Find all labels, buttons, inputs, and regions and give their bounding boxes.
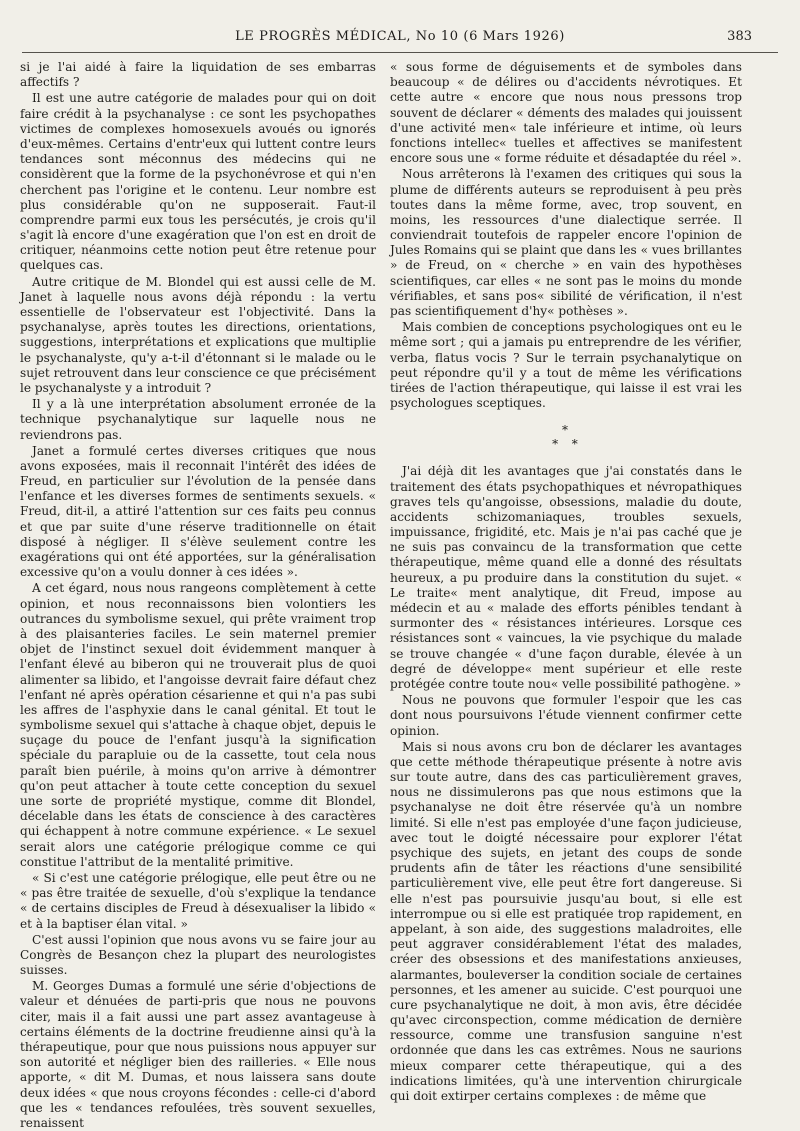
section-separator: * * * <box>552 423 580 452</box>
paragraph: Il est une autre catégorie de malades pour qui on doit faire crédit à la psychanalyse : ce sont les psychopathes victimes de complexes homosexuels avoués ou ignorés d'eux-mêmes. Certains d'entr'eux qui luttent contre leurs tendances sont méconnus des médecins qui ne considèrent que la forme de la psychonévrose et qui n'en cherchent pas l'origine et le contenu. Leur nombre est plus considérable qu'on ne supposerait. Faut-il comprendre parmi eux tous les persécutés, je crois qu'il s'agit là encore d'une exagération que l'on est en droit de critiquer, néanmoins cette notion peut être retenue pour quelques cas. <box>20 91 376 273</box>
paragraph: C'est aussi l'opinion que nous avons vu se faire jour au Congrès de Besançon chez la plupart des neurologistes suisses. <box>20 932 376 978</box>
left-column <box>20 60 376 1130</box>
paragraph: Janet a formulé certes diverses critiques que nous avons exposées, mais il reconnait l'intérêt des idées de Freud, en particulier sur l'évolution de la pensée dans l'enfance et les diverses formes de sentiments sexuels. « Freud, dit-il, a attiré l'attention sur ces faits peu connus et que par suite d'une réserve traditionnelle on était disposé à négliger. Il s'élève seulement contre les exagérations qui ont été apportées, sur la généralisation excessive qu'on a voulu donner à ces idées ». <box>20 443 376 580</box>
paragraph: si je l'ai aidé à faire la liquidation de ses embarras affectifs ? <box>20 60 376 90</box>
paragraph: Nous arrêterons là l'examen des critiques qui sous la plume de différents auteurs se reproduisent à peu près toutes dans la même forme, avec, trop souvent, en moins, les ressources d'une dialectique serrée. Il conviendrait toutefois de rappeler encore l'opinion de Jules Romains qui se plaint que dans les « vues brillantes » de Freud, on « cherche » en vain des hypothèses scientifiques, car elles « ne sont pas le moins du monde vérifiables, et sans pos« sibilité de vérification, il n'est pas scientifiquement d'hy« pothèses ». <box>390 167 742 318</box>
paragraph: Il y a là une interprétation absolument erronée de la technique psychanalytique sur laquelle nous ne reviendrons pas. <box>20 397 376 442</box>
page-number: 383 <box>727 29 752 44</box>
paragraph: Autre critique de M. Blondel qui est aussi celle de M. Janet à laquelle nous avons déjà répondu : la vertu essentielle de l'observateur est l'objectivité. Dans la psychanalyse, après toutes les directions, orientations, suggestions, interprétations et explications que multiplie le psychanalyste, qu'y a-t-il d'étonnant si le malade ou le sujet retrouvent dans leur conscience ce que précisément le psychanalyste y a introduit ? <box>20 274 376 395</box>
paragraph: Nous ne pouvons que formuler l'espoir que les cas dont nous poursuivons l'étude viennent confirmer cette opinion. <box>390 693 742 738</box>
running-title: LE PROGRÈS MÉDICAL, No 10 (6 Mars 1926) <box>235 29 565 44</box>
paragraph: J'ai déjà dit les avantages que j'ai constatés dans le traitement des états psychopathiques et névropathiques graves tels qu'angoisse, obsessions, maladie du doute, accidents schizomaniaques, troubles sexuels, impuissance, frigidité, etc. Mais je n'ai pas caché que je ne suis pas convaincu de la transformation que cette thérapeutique, même quand elle a donné des résultats heureux, a pu produire dans la constitution du sujet. « Le traite« ment analytique, dit Freud, impose au médecin et au « malade des efforts pénibles tendant à surmonter des « résistances intérieures. Lorsque ces résistances sont « vaincues, la vie psychique du malade se trouve changée « d'une façon durable, élevée à un degré de développe« ment supérieur et elle reste protégée contre toute nou« velle possibilité pathogène. » <box>390 464 742 691</box>
running-header <box>20 29 780 49</box>
header-rule <box>22 52 778 53</box>
paragraph: A cet égard, nous nous rangeons complètement à cette opinion, et nous reconnaissons bien volontiers les outrances du symbolisme sexuel, qui prête vraiment trop à des plaisanteries faciles. Le sein maternel premier objet de l'instinct sexuel doit évidemment manquer à l'enfant élevé au biberon qui ne trouverait plus de quoi alimenter sa libido, et l'angoisse devrait faire défaut chez l'enfant né après opération césarienne et qui n'a pas subi les affres de l'asphyxie dans le canal génital. Et tout le symbolisme sexuel qui s'attache à chaque objet, depuis le suçage du pouce de l'enfant jusqu'à la signification spéciale du parapluie ou de la cassette, tout cela nous paraît bien puérile, à moins qu'on arrive à démontrer qu'on peut attacher à toute cette conception du sexuel une sorte de propriété mystique, comme dit Blondel, décelable dans les états de conscience à des caractères qui échappent à notre commune expérience. « Le sexuel serait alors une catégorie prélogique comme ce qui constitue l'attribut de la mentalité primitive. <box>20 581 376 869</box>
paragraph: « sous forme de déguisements et de symboles dans beaucoup « de délires ou d'accidents névrotiques. Et cette autre « encore que nous nous pressons trop souvent de déclarer « déments des malades qui jouissent d'une activité men« tale inférieure et intime, où leurs fonctions intellec« tuelles et affectives se manifestent encore sous une « forme réduite et désadaptée du réel ». <box>390 60 742 166</box>
right-column <box>390 60 742 1103</box>
paragraph: « Si c'est une catégorie prélogique, elle peut être ou ne « pas être traitée de sexuelle, d'où s'explique la tendance « de certains disciples de Freud à désexualiser la libido « et à la baptiser élan vital. » <box>20 870 376 931</box>
paragraph: Mais si nous avons cru bon de déclarer les avantages que cette méthode thérapeutique présente à notre avis sur toute autre, dans des cas particulièrement graves, nous ne dissimulerons pas que nous estimons que la psychanalyse ne doit être réservée qu'à un nombre limité. Si elle n'est pas employée d'une façon judicieuse, avec tout le doigté nécessaire pour explorer l'état psychique des sujets, en jetant des coups de sonde prudents afin de tâter les réactions d'une sensibilité particulièrement vive, elle peut être fort dangereuse. Si elle n'est pas poursuivie jusqu'au bout, si elle est interrompue ou si elle est pratiquée trop rapidement, en appelant, à son aide, des suggestions maladroites, elle peut aggraver considérablement l'état des malades, créer des obsessions et des manifestations anxieuses, alarmantes, bouleverser la condition sociale de certaines personnes, et les amener au suicide. C'est pourquoi une cure psychanalytique ne doit, à mon avis, être décidée qu'avec circonspection, comme médication de dernière ressource, comme une transfusion sanguine n'est ordonnée que dans les cas extrêmes. Nous ne saurions mieux comparer cette thérapeutique, qui a des indications limitées, qu'à une intervention chirurgicale qui doit extirper certains complexes : de même que <box>390 739 742 1103</box>
paragraph: M. Georges Dumas a formulé une série d'objections de valeur et dénuées de parti-pris que nous ne pouvons citer, mais il a fait aussi une part assez avantageuse à certains éléments de la doctrine freudienne ainsi qu'à la thérapeutique, pour que nous puissions nous appuyer sur son autorité et négliger bien des railleries. « Elle nous apporte, « dit M. Dumas, et nous laissera sans doute deux idées « que nous croyons fécondes : celle-ci d'abord que les « tendances refoulées, très souvent sexuelles, renaissent <box>20 979 376 1130</box>
paragraph: Mais combien de conceptions psychologiques ont eu le même sort ; qui a jamais pu entreprendre de les vérifier, verba, flatus vocis ? Sur le terrain psychanalytique on peut répondre qu'il y a tout de même les vérifications tirées de l'action thérapeutique, qui laisse il est vrai les psychologues sceptiques. <box>390 320 742 411</box>
